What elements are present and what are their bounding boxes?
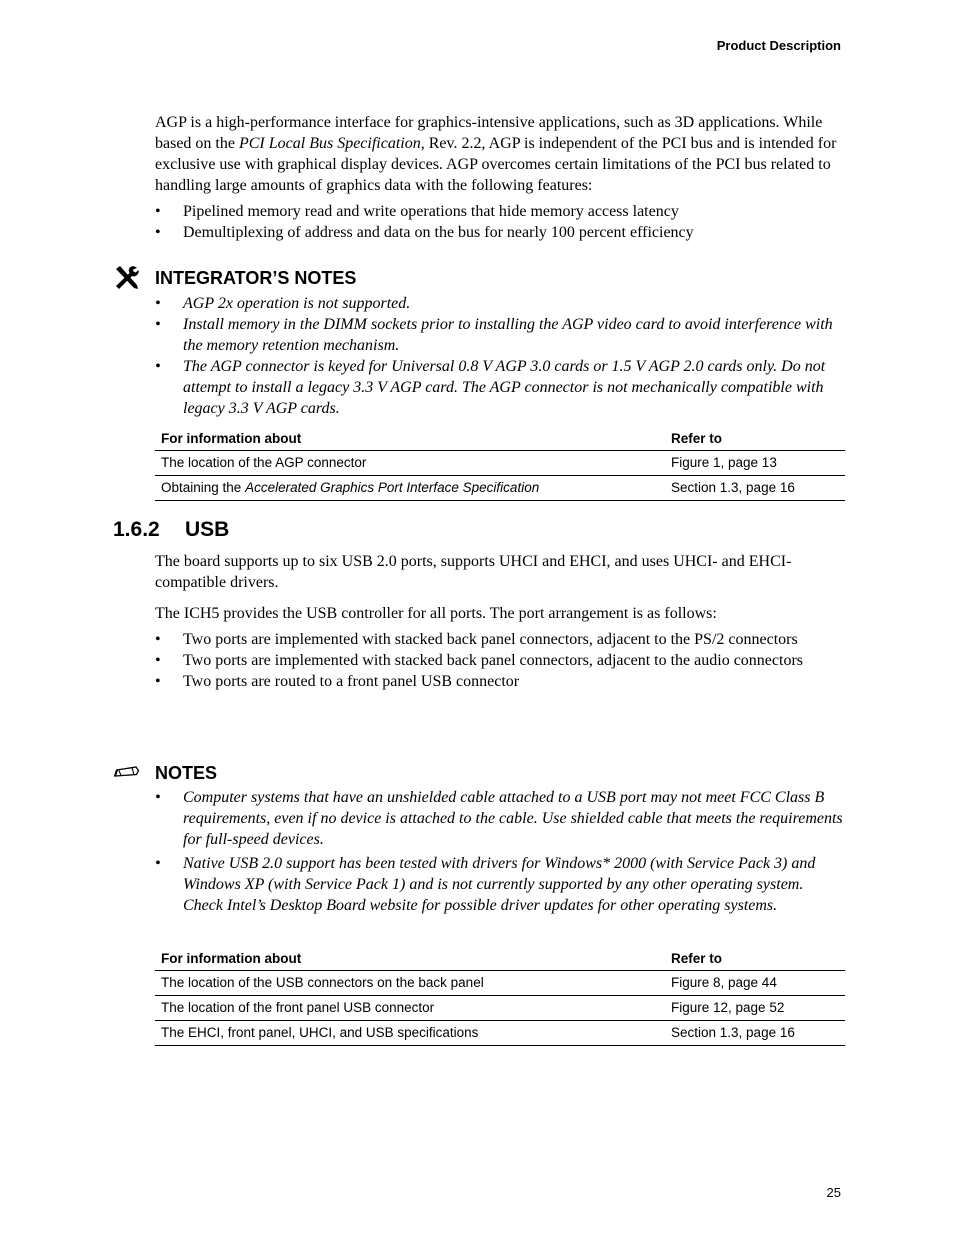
- table-row: [155, 996, 845, 1021]
- integrator-notes-heading: [113, 265, 356, 291]
- table-cell: Section 1.3, page 16: [665, 476, 845, 501]
- integrator-notes-body: [155, 293, 845, 419]
- table-cell: Figure 12, page 52: [665, 996, 845, 1021]
- section-number: 1.6.2: [113, 518, 160, 541]
- list-item: • Demultiplexing of address and data on the bus for nearly 100 percent efficiency: [155, 222, 845, 243]
- usb-paragraph-1: The board supports up to six USB 2.0 ports, supports UHCI and EHCI, and uses UHCI- and EHCI-compatible drivers.: [155, 553, 792, 591]
- usb-paragraph-2: The ICH5 provides the USB controller for all ports. The port arrangement is as follows:: [155, 605, 717, 622]
- list-item: • Two ports are routed to a front panel USB connector: [155, 671, 845, 692]
- pencil-icon: [113, 760, 143, 786]
- agp-spec-title: Accelerated Graphics Port Interface Specification: [245, 480, 540, 495]
- agp-reference-table: [155, 426, 845, 501]
- usb-port-list: [155, 629, 845, 692]
- usb-reference-table: [155, 946, 845, 1046]
- list-item: • Native USB 2.0 support has been tested with drivers for Windows* 2000 (with Service Pack 3) and Windows XP (with Service Pack 1) and is not currently supported by any other operating system. Check Intel’s Desktop Board website for possible driver updates for other operating systems.: [155, 853, 845, 916]
- list-item: • The AGP connector is keyed for Universal 0.8 V AGP 3.0 cards or 1.5 V AGP 2.0 cards only. Do not attempt to install a legacy 3.3 V AGP card. The AGP connector is not mechanically compatible with legacy 3.3 V AGP cards.: [155, 356, 845, 419]
- tools-icon: [113, 265, 143, 291]
- table-row: [155, 1021, 845, 1046]
- list-item: • Install memory in the DIMM sockets prior to installing the AGP video card to avoid interference with the memory retention mechanism.: [155, 314, 845, 356]
- table-row: [155, 476, 845, 501]
- notes-title: NOTES: [155, 762, 218, 783]
- agp-paragraph-text-a: AGP is a high-performance interface for graphics-intensive applications, such as 3D applications. While based on the: [155, 114, 823, 152]
- column-header: Refer to: [665, 426, 845, 451]
- agp-intro: [155, 112, 845, 243]
- agp-reference-table-wrap: [155, 426, 845, 501]
- column-header: For information about: [155, 946, 665, 971]
- agp-paragraph: [155, 112, 845, 196]
- list-item: • Pipelined memory read and write operations that hide memory access latency: [155, 201, 845, 222]
- table-cell: Figure 1, page 13: [665, 451, 845, 476]
- table-cell: The location of the AGP connector: [155, 451, 665, 476]
- section-heading: [113, 518, 229, 542]
- page-header: Product Description: [716, 38, 841, 53]
- column-header: For information about: [155, 426, 665, 451]
- table-cell: The EHCI, front panel, UHCI, and USB specifications: [155, 1021, 665, 1046]
- list-item: • AGP 2x operation is not supported.: [155, 293, 845, 314]
- table-cell: The location of the USB connectors on the back panel: [155, 971, 665, 996]
- table-cell: The location of the front panel USB connector: [155, 996, 665, 1021]
- cell-text: Obtaining the: [161, 480, 246, 495]
- table-cell: Section 1.3, page 16: [665, 1021, 845, 1046]
- notes-list: [155, 787, 845, 916]
- notes-body: [155, 787, 845, 916]
- table-row: [155, 451, 845, 476]
- section-title: USB: [185, 518, 230, 541]
- usb-reference-table-wrap: [155, 946, 845, 1046]
- agp-feature-list: [155, 201, 845, 243]
- usb-body: [155, 551, 845, 692]
- pci-spec-title: PCI Local Bus Specification: [238, 135, 421, 152]
- integrator-notes-title: INTEGRATOR’S NOTES: [155, 267, 357, 288]
- list-item: • Two ports are implemented with stacked back panel connectors, adjacent to the PS/2 connectors: [155, 629, 845, 650]
- integrator-notes-list: [155, 293, 845, 419]
- table-header-row: [155, 946, 845, 971]
- agp-paragraph-text-b: , Rev. 2.2, AGP is independent of the PCI bus and is intended for exclusive use with graphical display devices. AGP overcomes certain limitations of the PCI bus related to handling large amounts of graphics data with the following features:: [155, 135, 837, 194]
- list-item: • Computer systems that have an unshielded cable attached to a USB port may not meet FCC Class B requirements, even if no device is attached to the cable. Use shielded cable that meets the requirements for full-speed devices.: [155, 787, 845, 850]
- notes-heading: [113, 760, 217, 786]
- page-number: 25: [826, 1185, 841, 1200]
- table-header-row: [155, 426, 845, 451]
- column-header: Refer to: [665, 946, 845, 971]
- table-cell: [155, 476, 665, 501]
- table-row: [155, 971, 845, 996]
- list-item: • Two ports are implemented with stacked back panel connectors, adjacent to the audio connectors: [155, 650, 845, 671]
- table-cell: Figure 8, page 44: [665, 971, 845, 996]
